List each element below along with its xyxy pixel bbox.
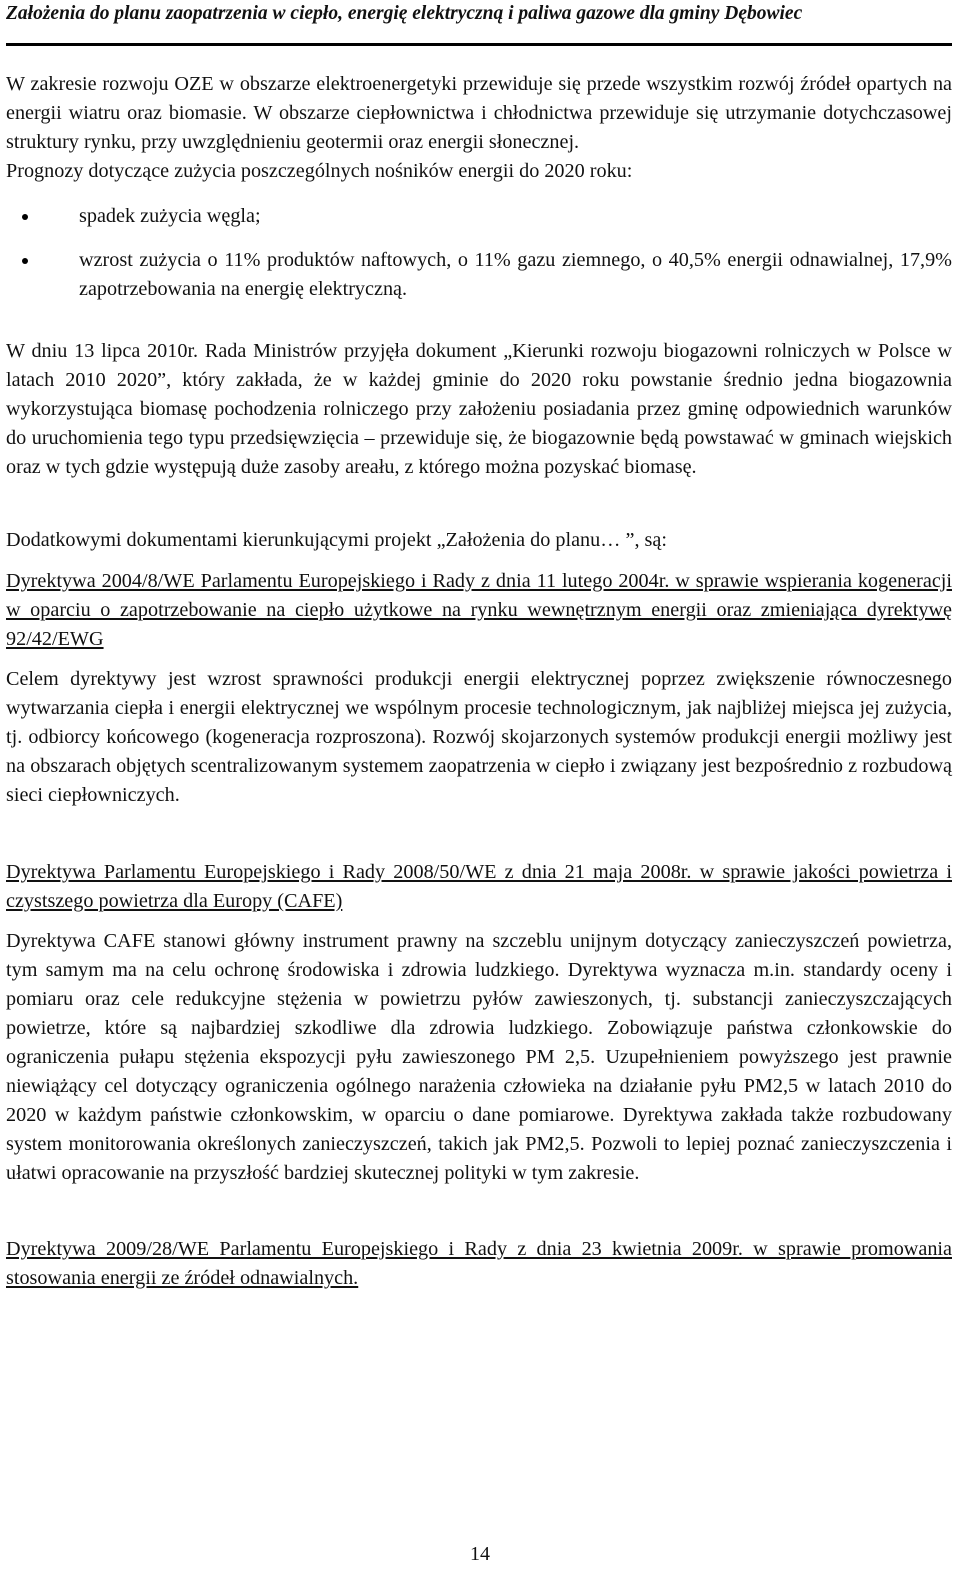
directive-2008-description: Dyrektywa CAFE stanowi główny instrument prawny na szczeblu unijnym dotyczący zanieczyszczeń powietrza, tym samym ma na celu ochronę środowiska i zdrowia ludzkiego. Dyrektywa wyznacza m.in. standardy oceny i pomiaru oraz cele redukcyjne stężenia w powietrzu pyłów zawieszonych, tj. substancji zanieczyszczających powietrze, które są najbardziej szkodliwe dla zdrowia ludzkiego. Zobowiązuje państwa członkowskie do ograniczenia pułapu stężenia ekspozycji pyłu zawieszonego PM 2,5. Uzupełnieniem powyższego jest prawnie niewiążący cel dotyczący ograniczenia ogólnego narażenia człowieka na działanie pyłu PM2,5 w latach 2010 do 2020 w każdym państwie członkowskim, w oparciu o dane pomiarowe. Dyrektywa zakłada także rozbudowany system monitorowania określonych zanieczyszczeń, takich jak PM2,5. Pozwoli to lepiej poznać zanieczyszczenia i ułatwi opracowanie na przyszłość bardziej skutecznej polityki w tym zakresie. — [6, 930, 952, 1184]
page-header-title: Założenia do planu zaopatrzenia w ciepło, energię elektryczną i paliwa gazowe dla gminy Dębowiec — [6, 3, 803, 24]
forecast-list — [6, 202, 952, 304]
bullet-icon — [22, 214, 28, 220]
list-item — [6, 202, 952, 231]
list-item-text: wzrost zużycia o 11% produktów naftowych, o 11% gazu ziemnego, o 40,5% energii odnawialnej, 17,9% zapotrzebowania na energię elektryczną. — [79, 249, 952, 300]
directive-2008-title: Dyrektywa Parlamentu Europejskiego i Rady 2008/50/WE z dnia 21 maja 2008r. w sprawie jakości powietrza i czystszego powietrza dla Europy (CAFE) — [6, 861, 952, 912]
bullet-icon — [22, 258, 28, 264]
header-divider — [6, 43, 952, 46]
document-body — [6, 70, 952, 1293]
paragraph-forecast-intro: Prognozy dotyczące zużycia poszczególnych nośników energii do 2020 roku: — [6, 160, 633, 182]
directive-2004-title: Dyrektywa 2004/8/WE Parlamentu Europejskiego i Rady z dnia 11 lutego 2004r. w sprawie wspierania kogeneracji w oparciu o zapotrzebowanie na ciepło użytkowe na rynku wewnętrznym energii oraz zmieniająca dyrektywę 92/42/EWG — [6, 570, 952, 650]
directive-2004-description: Celem dyrektywy jest wzrost sprawności produkcji energii elektrycznej poprzez zwiększenie równoczesnego wytwarzania ciepła i energii elektrycznej we wspólnym procesie technologicznym, jak najbliżej miejsca jej zużycia, tj. odbiorcy końcowego (kogeneracja rozproszona). Rozwój skojarzonych systemów produkcji energii możliwy jest na obszarach objętych scentralizowanym systemem zaopatrzenia w ciepło i związany jest bezpośrednio z rozbudową sieci ciepłowniczych. — [6, 668, 952, 806]
list-item — [6, 246, 952, 304]
paragraph-additional-documents: Dodatkowymi dokumentami kierunkującymi projekt „Założenia do planu… ”, są: — [6, 529, 667, 551]
directive-2009-title: Dyrektywa 2009/28/WE Parlamentu Europejskiego i Rady z dnia 23 kwietnia 2009r. w sprawie promowania stosowania energii ze źródeł odnawialnych. — [6, 1238, 952, 1289]
page-number: 14 — [470, 1543, 490, 1565]
paragraph-biogas: W dniu 13 lipca 2010r. Rada Ministrów przyjęła dokument „Kierunki rozwoju biogazowni rolniczych w Polsce w latach 2010 2020”, który zakłada, że w każdej gminie do 2020 roku powstanie średnio jedna biogazownia wykorzystująca biomasę pochodzenia rolniczego przy założeniu posiadania przez gminę odpowiednich warunków do uruchomienia tego typu przedsięwzięcia – przewiduje się, że biogazownie będą powstawać w gminach wiejskich oraz w tych gdzie występują duże zasoby areału, z którego można pozyskać biomasę. — [6, 340, 952, 478]
paragraph-oze: W zakresie rozwoju OZE w obszarze elektroenergetyki przewiduje się przede wszystkim rozwój źródeł opartych na energii wiatru oraz biomasie. W obszarze ciepłownictwa i chłodnictwa przewiduje się utrzymanie dotychczasowej struktury rynku, przy uwzględnieniu geotermii oraz energii słonecznej. — [6, 73, 952, 153]
list-item-text: spadek zużycia węgla; — [79, 205, 261, 227]
